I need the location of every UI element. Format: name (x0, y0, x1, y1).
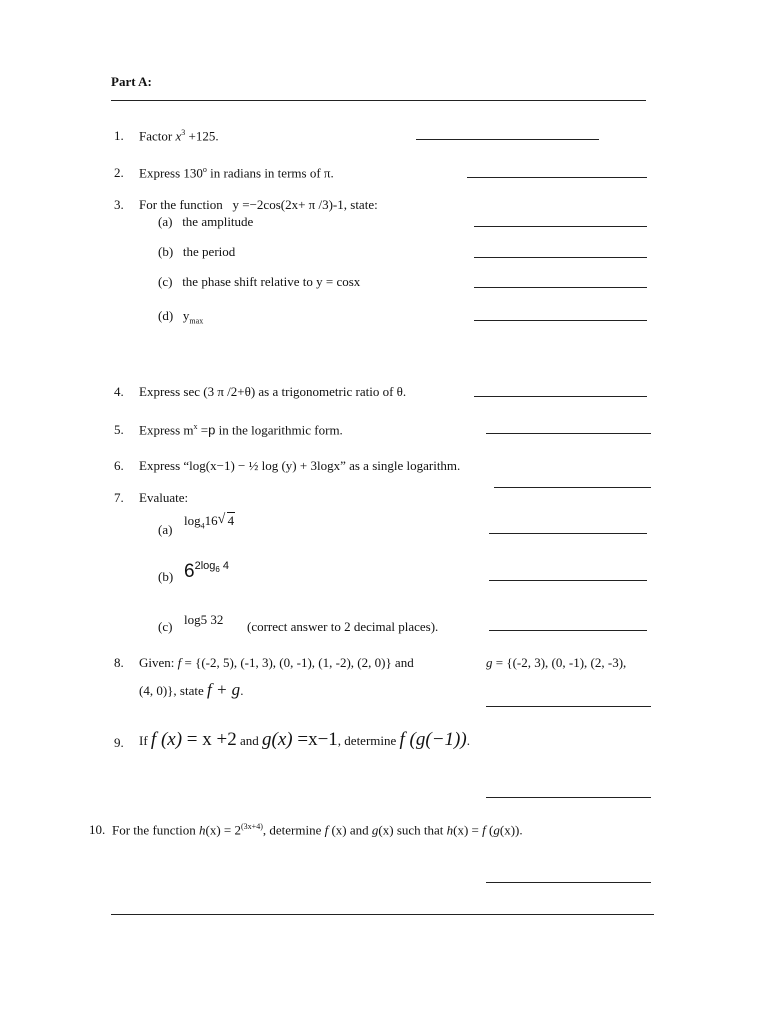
question-8-line-2: (4, 0)}, state f + g. (139, 680, 244, 699)
answer-line-9[interactable] (486, 797, 651, 798)
answer-line-3d[interactable] (474, 320, 647, 321)
question-3-function: y =−2cos(2x+ π /3)-1 (232, 197, 344, 212)
question-4-number: 4. (114, 384, 124, 399)
question-5-number: 5. (114, 422, 124, 437)
question-6-number: 6. (114, 458, 124, 473)
answer-line-6[interactable] (494, 487, 651, 488)
question-1-number: 1. (114, 128, 124, 143)
answer-line-7b[interactable] (489, 580, 647, 581)
question-7a-label: (a) (158, 522, 173, 537)
question-3a: (a) the amplitude (158, 214, 254, 229)
question-3c: (c) the phase shift relative to y = cosx (158, 274, 361, 289)
question-7-number: 7. (114, 490, 124, 505)
question-6-text: Express “log(x−1) − ½ log (y) + 3logx” as a single logarithm. (139, 458, 461, 473)
question-7c-expression: log5 32 (184, 612, 224, 627)
answer-line-4[interactable] (474, 396, 647, 397)
answer-line-7c[interactable] (489, 630, 647, 631)
question-8-line-1: Given: f = {(-2, 5), (-1, 3), (0, -1), (1, -2), (2, 0)} and (139, 655, 414, 670)
page-title: Part A: (111, 74, 152, 89)
question-9-text: If f (x) = x +2 and g(x) =x−1, determine f (g(−1)). (139, 729, 470, 750)
question-7c-note: (correct answer to 2 decimal places). (247, 619, 439, 634)
question-2-text: Express 130$^o$ in radians in terms of π. (139, 165, 334, 181)
question-8-line-1b: g = {(-2, 3), (0, -1), (2, -3), (486, 655, 627, 670)
header-divider (111, 100, 646, 101)
question-7c-label: (c) (158, 619, 173, 634)
footer-divider (111, 914, 654, 915)
question-3d: (d) $y_{max}$ (158, 308, 204, 326)
answer-line-1[interactable] (416, 139, 599, 140)
question-9-number: 9. (114, 735, 124, 750)
question-10-text: For the function $h(x) = 2^{(3x+4)}$, determine f (x) and g(x) such that h(x) = f (g(x)). (112, 822, 523, 838)
question-4-text: Express sec (3 π /2+θ) as a trigonometric ratio of θ. (139, 384, 407, 399)
question-5-text: Express $m^x =p$ in the logarithmic form. (139, 422, 343, 438)
question-7b-expression: $6^{2log_6 4}$ (184, 560, 230, 582)
question-7-intro: Evaluate: (139, 490, 189, 505)
answer-line-3c[interactable] (474, 287, 647, 288)
answer-line-3a[interactable] (474, 226, 647, 227)
question-10-number: 10. (89, 822, 106, 837)
answer-line-7a[interactable] (489, 533, 647, 534)
question-3-text: For the function y =−2cos(2x+ π /3)-1, state: (139, 197, 378, 212)
question-8-number: 8. (114, 655, 124, 670)
question-2-number: 2. (114, 165, 124, 180)
question-3-number: 3. (114, 197, 124, 212)
answer-line-2[interactable] (467, 177, 647, 178)
answer-line-5[interactable] (486, 433, 651, 434)
answer-line-8[interactable] (486, 706, 651, 707)
question-7b-label: (b) (158, 569, 174, 584)
question-7a-expression: $\log_416√$ 4 (184, 513, 235, 531)
answer-line-10[interactable] (486, 882, 651, 883)
answer-line-3b[interactable] (474, 257, 647, 258)
question-1-text: Factor $x^3 +125$. (139, 128, 219, 144)
question-3b: (b) the period (158, 244, 236, 259)
